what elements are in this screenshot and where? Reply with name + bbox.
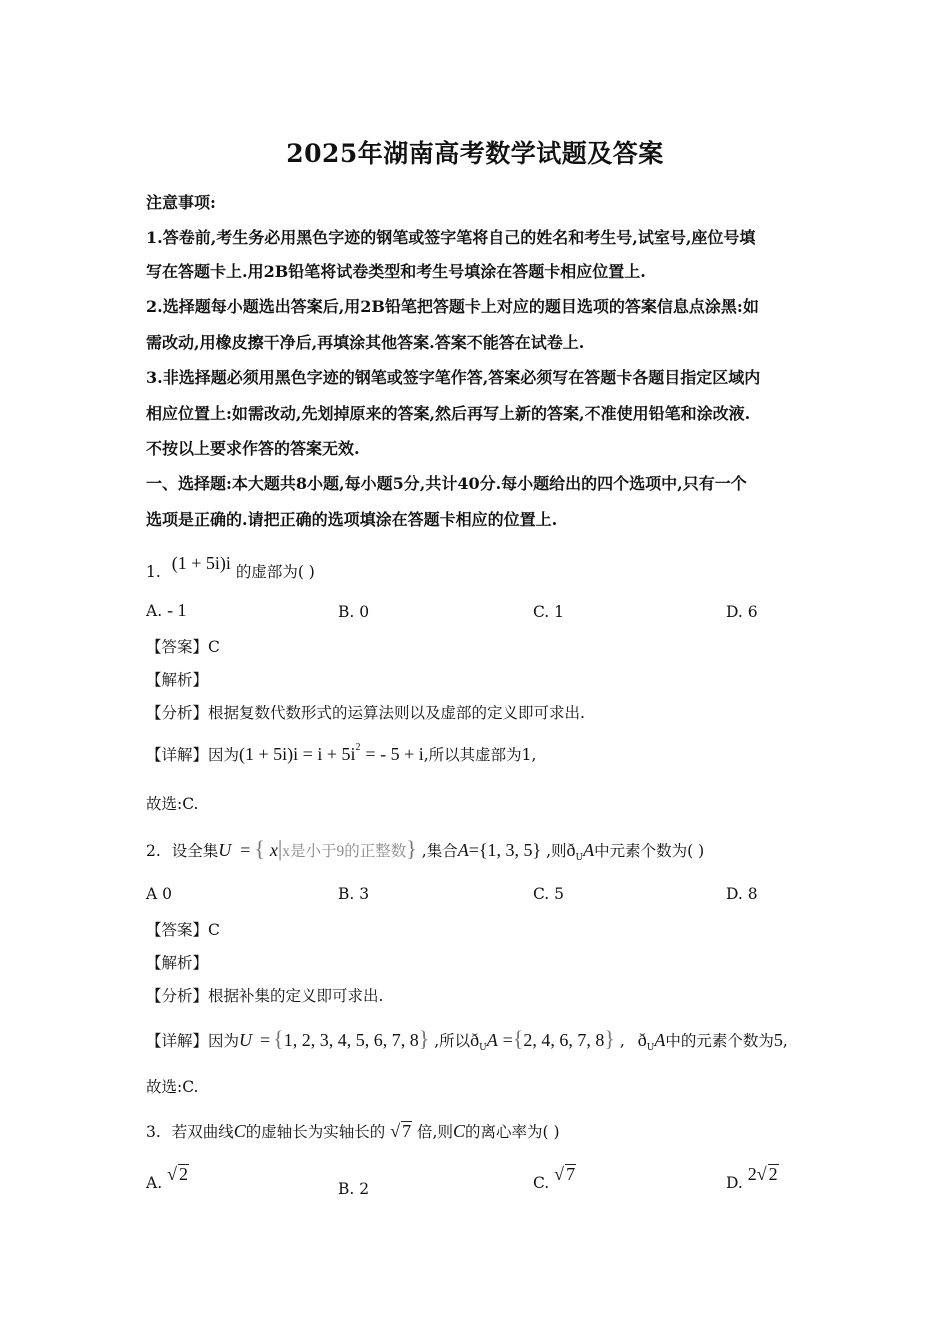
notes-line-7: 不按以上要求作答的答案无效.: [146, 439, 360, 458]
option-d: D. 6: [726, 603, 758, 621]
option-d: D. 8: [726, 885, 758, 903]
option-b: B. 3: [338, 885, 370, 903]
option-b: B. 2: [338, 1180, 370, 1198]
q2-analysis: 【分析】根据补集的定义即可求出.: [146, 987, 384, 1005]
notes-line-1: 1.答卷前,考生务必用黑色字迹的钢笔或签字笔将自己的姓名和考生号,试室号,座位号填: [146, 228, 756, 247]
option-d: D. 2√ 2: [726, 1164, 778, 1192]
q2-conclusion: 故选:C.: [146, 1078, 199, 1096]
answer-label: 【答案】C: [146, 638, 220, 656]
q2-detail: 【详解】因为U = {1, 2, 3, 4, 5, 6, 7, 8} ,所以$ð_UA =\{2$, 4, 6, 7, 8} , $ð_UA$中的元素个数为5,: [146, 1026, 788, 1054]
notes-line-2: 写在答题卡上.用2B铅笔将试卷类型和考生号填涂在答题卡相应位置上.: [146, 262, 646, 281]
analysis-label: 【解析】: [146, 954, 209, 972]
q1-conclusion: 故选:C.: [146, 795, 199, 813]
q1-detail: 【详解】因为$(1 + 5i)i = i + 5i^2$ = - 5 + i,所以其虚部为1,: [146, 741, 537, 764]
notes-heading: 注意事项:: [146, 193, 216, 212]
math-expression: (1 + 5i)i: [171, 553, 231, 573]
notes-line-6: 相应位置上:如需改动,先划掉原来的答案,然后再写上新的答案,不准使用铅笔和涂改液.: [146, 404, 751, 423]
option-b: B. 0: [338, 603, 370, 621]
notes-line-4: 需改动,用橡皮擦干净后,再填涂其他答案.答案不能答在试卷上.: [146, 333, 585, 352]
notes-line-5: 3.非选择题必须用黑色字迹的钢笔或签字笔作答,答案必须写在答题卡各题目指定区域内: [146, 368, 761, 387]
answer-label: 【答案】C: [146, 921, 220, 939]
question-2: 2. 设全集U = { x|x是小于9的正整数} ,集合A={1, 3, 5} ,则$ð_UA$中元素个数为( ): [146, 836, 705, 864]
question-stem: 的虚部为( ): [235, 563, 315, 581]
analysis-label: 【解析】: [146, 671, 209, 689]
q1-analysis: 【分析】根据复数代数形式的运算法则以及虚部的定义即可求出.: [146, 704, 585, 722]
option-a: A. - 1: [146, 600, 187, 620]
question-1: [146, 553, 315, 582]
section-line-2: 选项是正确的.请把正确的选项填涂在答题卡相应的位置上.: [146, 510, 558, 529]
option-a: A 0: [146, 885, 173, 903]
question-3: 3. 若双曲线C的虚轴长为实轴长的 √ 7 倍,则C的离心率为( ): [146, 1121, 560, 1141]
document-title: 2025年湖南高考数学试题及答案: [286, 139, 664, 168]
option-c: C. 5: [533, 885, 565, 903]
question-number: 1.: [146, 563, 161, 581]
option-c: C. 1: [533, 603, 565, 621]
section-line-1: 一、选择题:本大题共8小题,每小题5分,共计40分.每小题给出的四个选项中,只有一个: [146, 474, 747, 493]
notes-line-3: 2.选择题每小题选出答案后,用2B铅笔把答题卡上对应的题目选项的答案信息点涂黑:如: [146, 297, 759, 316]
option-c: C. √ 7: [533, 1164, 576, 1192]
option-a: A. √ 2: [146, 1164, 188, 1192]
